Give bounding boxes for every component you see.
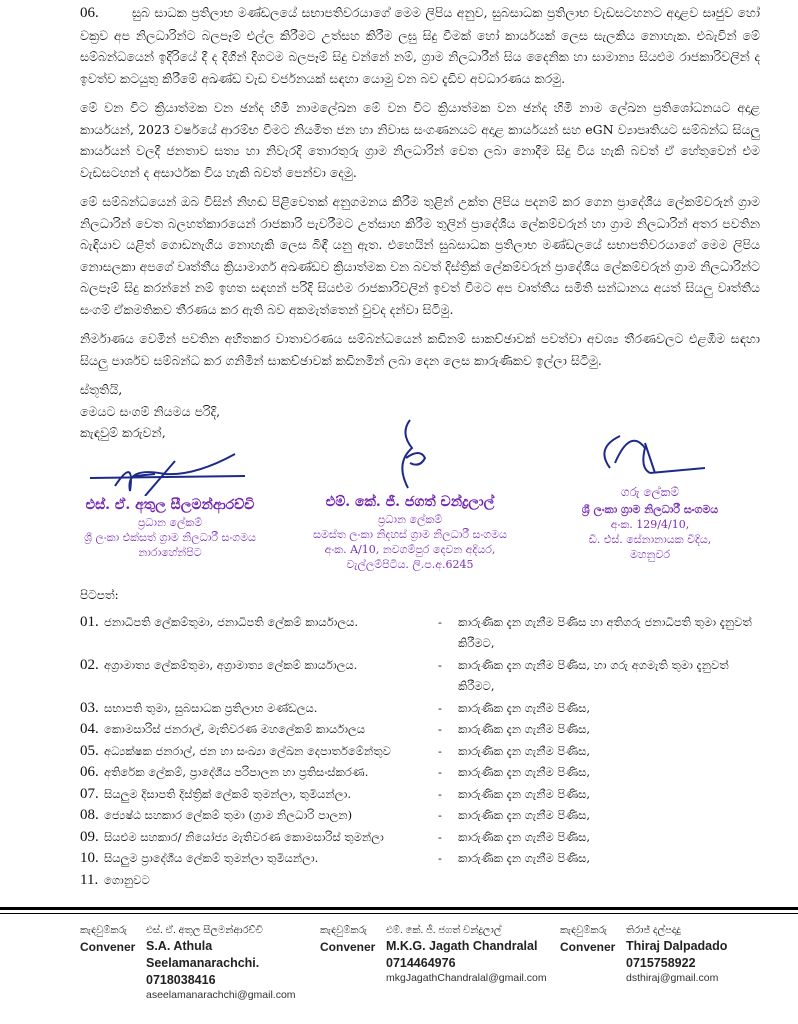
closing-thanks: ස්තූතියි,: [80, 382, 123, 397]
convener-name-si: තිරාජ් දල්පදාදු: [626, 925, 681, 936]
copy-purpose: කාරුණික දැන ගැනීම පිණිස,: [458, 808, 591, 822]
copy-recipient-row: [80, 784, 760, 806]
copy-recipient: ජනාධිපති ලේකම්තුමා, ජනාධිපති ලේකම් කාර්යාලය.: [104, 614, 359, 629]
copy-number: 09.: [80, 828, 99, 845]
copy-purpose: කාරුණික දැන ගැනීම පිණිස,: [458, 743, 591, 758]
signature-image: [85, 446, 255, 496]
footer-rule: [0, 907, 798, 910]
signatory-address: මහනුවර: [629, 547, 671, 561]
copy-purpose: කාරුණික දැන ගැනීම පිණිස,: [458, 700, 591, 715]
signatories: [60, 446, 760, 572]
signatory-address: අංක. A/10, නවගම්පුර දෙවන අදියර,: [324, 542, 496, 556]
copies-list: [80, 612, 760, 892]
paragraph-text: සුබ සාධක ප්‍රතිලාභ මණ්ඩලයේ සභාපතිවරයාගේ මෙම ලිපිය අනුව, සුබසාධක ප්‍රතිලාභ වැඩසටහනට අදාළව සෘජුව හෝ වක්‍රව අප නිලධාරින්ට බලපෑම් එල්ල කිරීමට උත්සහ කිරීම ලඝු සිදු වීමක් හෝ කාර්යයක් ලෙස සැලකිය නොහැක. එබැවින් මේ සම්බන්ධයෙන් ඉදිරියේ දී ද දිගින් දිගටම බලපෑම් සිදු වන්නේ නම්, ග්‍රාම නිලධාරීන් සිය දෛනික හා සාමාන්‍ය සියළුම රාජකාරිවලින් ද ඉවත්ව කටයුතු කිරීමේ අඛණ්ඩ වැඩ වර්ජනයක් සඳහා යොමු වන බව දැඩිව අවධාරණය කරමු.: [80, 5, 760, 86]
signature-image: [590, 428, 710, 483]
signatory-address: නාරාහේන්පිට: [138, 545, 202, 559]
convener-phone: 0718038416: [146, 973, 216, 987]
paragraph-relationship: මේ සම්බන්ධයෙන් ඔබ විසින් නිහඬ පිළිවෙතක් අනුගමනය කිරීම තුළින් උක්ත ලිපිය පදනම් කර ගෙන ප්‍රාදේශීය ලේකම්වරුන් ග්‍රාම නිලධාරින් වෙත බලහත්කාරයෙන් රාජකාරි පැවරීමට උත්සාහ කිරීම තුලින් ප්‍රාදේශීය ලේකම්වරුන් හා ග්‍රාම නිලධාරින් අතර පවතින බැඳියාව යළිත් ගොඩනැගිය නොහැකි ලෙස බිඳී යනු ඇත. එහෙයින් සුබසාධක ප්‍රතිලාභ මණ්ඩලයේ සභාපතිවරයාගේ මෙම ලිපිය නොසලකා අපගේ වෘත්තීය ක්‍රියාමාර්ග අඛණ්ඩව ක්‍රියාත්මක වන බවත් දිස්ත්‍රික් ලේකම්වරුන් ප්‍රාදේශීය ලේකම්වරුන් ග්‍රාම නිලධාරින්ට බලපෑම් සිදු කරන්නේ නම් ඉහත සඳහන් පරිදි සියළුම රාජකාරිවලින් ඉවත් වීමට අප වෘත්තීය සමිති සන්ධානය අයත් සියලු වෘත්තීය සංගම් ඒකමතිකව තීරණය කර ඇති බව අකමැත්තෙන් වුවද දන්වා සිටිමු.: [80, 194, 760, 317]
copy-recipient-row: [80, 719, 760, 741]
copy-recipient-row: [80, 612, 760, 655]
copy-purpose: කාරුණික දැන ගැනීම පිණිස,: [458, 722, 591, 736]
copy-recipient-row: [80, 805, 760, 827]
copy-recipient: සියළුම සහකාර/ නියෝජ්‍ය මැතිවරණ කොමසාරිස් තුමන්ලා: [104, 829, 384, 844]
copy-recipient: සභාපති තුමා, සුබසාධක ප්‍රතිලාභ මණ්ඩලය.: [104, 700, 318, 715]
copy-number: 01.: [80, 613, 99, 630]
copy-recipient: අග්‍රාමාත්‍ය ලේකම්තුමා, අග්‍රාමාත්‍ය ලේකම් කාර්යාලය.: [104, 657, 358, 672]
copy-purpose: කාරුණික දැන ගැනීම පිණිස,: [458, 765, 591, 779]
convener-label-si: කැඳවුම්කරු: [320, 925, 367, 936]
paragraph-electoral: මේ වන විට ක්‍රියාත්මක වන ඡන්ද හිමි නාමලේඛන මේ වන විට ක්‍රියාත්මක වන ඡන්ද හිමි නාම ලේඛන ප්‍රතිශෝධනයට අදාළ කාර්යයන්, 2023 වර්ෂයේ ආරම්භ වීමට නියමිත ජන හා නිවාස සංගණනයට අදාළ කාර්යයන් සහ eGN ව්‍යාපෘතියට සම්බන්ධ සියලු කාර්යයන් වලදී ජනතාව සත්‍ය හා නිවැරදි තොරතුරු ග්‍රාම නිලධාරින් වෙත ලබා නොදීම සිදු විය හැකි බවත් ඒ හේතුවෙන් එම වැඩසටහන් ද අසාර්ථක විය හැකි බවත් පෙන්වා දෙමු.: [80, 100, 760, 180]
copy-recipient: සියලුම දිසාපති දිස්ත්‍රික් ලේකම් තුමන්ලා, තුමියන්ලා.: [104, 786, 351, 801]
signatory-org: ශ්‍රී ලංකා එක්සත් ග්‍රාම නිලධාරී සංගමය: [84, 530, 256, 544]
copy-dash: -: [438, 722, 442, 736]
convener-email[interactable]: mkgJagathChandralal@gmail.com: [386, 972, 547, 984]
footer-convener-3: [560, 924, 790, 1001]
convener-name: S.A. Athula Seelamanarachchi.: [146, 939, 260, 970]
copy-number: 05.: [80, 742, 99, 759]
convener-phone: 0715758922: [626, 956, 696, 970]
convener-label: Convener: [560, 940, 616, 954]
copy-purpose: කාරුණික දැන ගැනීම පිණිස,: [458, 829, 591, 844]
copy-number: 04.: [80, 721, 99, 737]
copy-purpose: කාරුණික දැන ගැනීම පිණිස,: [458, 851, 591, 865]
copy-dash: -: [438, 614, 442, 629]
copy-recipient-row: [80, 655, 760, 698]
copy-number: 03.: [80, 699, 99, 716]
convener-name-si: එස්. ඒ. අතුල සීලමන්ආරච්චි: [146, 925, 263, 936]
copy-recipient: අතිරේක ලේකම්, ප්‍රාදේශීය පරිපාලන හා ප්‍රතිසංස්කරණ.: [104, 765, 369, 779]
copy-number: 11.: [80, 871, 99, 888]
convener-name: Thiraj Dalpadado: [626, 939, 728, 953]
copy-number: 10.: [80, 850, 99, 866]
copy-purpose: [458, 870, 760, 892]
signatory-org: ශ්‍රී ලංකා ග්‍රාම නිලධාරී සංගමය: [581, 502, 719, 516]
closing-conveners: කැඳවුම් කරුවන්,: [80, 425, 166, 440]
copy-recipient: ගොනුවට: [104, 872, 150, 887]
paragraph-number: 06.: [80, 5, 99, 21]
copy-recipient: කොමසාරිස් ජනරාල්, මැතිවරණ මහලේකම් කාර්යාලය: [104, 722, 366, 736]
copy-dash: -: [438, 657, 442, 672]
copy-dash: -: [438, 851, 442, 865]
copy-recipient-row: [80, 762, 760, 784]
signatory-name: එම්. කේ. ජී. ජගත් චන්ද්‍රලාල්: [325, 493, 495, 510]
copy-dash: -: [438, 829, 442, 844]
paragraph-request: නිර්මාණය වෙමින් පවතින අහිතකර වාතාවරණය සම්බන්ධයෙන් කඩිනම් සාකච්ඡාවක් පවත්වා අවශ්‍ය තීරණවලට එළඹීම සඳහා සියලු පාර්ශව සම්බන්ධ කර ගනිමින් සාකච්ඡාවක් කඩිනමින් ලබා දෙන ලෙස කාරුණිකව ඉල්ලා සිටිමු.: [80, 331, 760, 368]
signatory-title: ප්‍රධාන ලේකම්: [377, 512, 443, 526]
signatory-3: [540, 428, 760, 562]
convener-name-si: එම්. කේ. ජී. ජගත් චන්ද්‍රලාල්: [386, 925, 502, 936]
footer-rules: [0, 907, 798, 914]
convener-email[interactable]: dsthiraj@gmail.com: [626, 972, 719, 984]
signatory-title: ප්‍රධාන ලේකම්: [137, 515, 203, 529]
copy-dash: -: [438, 808, 442, 822]
copy-recipient: අධ්‍යක්ෂක ජනරාල්, ජන හා සංඛ්‍යා ලේඛන දෙපාර්තමේන්තුව: [104, 743, 391, 758]
copy-dash: -: [438, 786, 442, 801]
convener-label: Convener: [320, 940, 376, 954]
copies-label: පිටපත්:: [80, 587, 119, 602]
convener-email[interactable]: aseelamanarachchi@gmail.com: [146, 989, 296, 1001]
copy-recipient-row: [80, 848, 760, 870]
paragraph-06: [80, 2, 760, 89]
footer-convener-1: [80, 924, 310, 1001]
copy-number: 06.: [80, 764, 99, 780]
convener-label-si: කැඳවුම්කරු: [80, 925, 127, 936]
copy-recipient: ජ්‍යෙෂ්ඨ සහකාර ලේකම් තුමා (ග්‍රාම නිලධාරි පාලන): [104, 808, 353, 822]
copy-dash: [422, 870, 458, 892]
signatory-1: [60, 446, 280, 560]
copy-purpose: කාරුණික දැන ගැනීම පිණිස හා අතිගරු ජනාධිපති තුමා දැනුවත් කිරීමට,: [458, 614, 752, 650]
convener-phone: 0714464976: [386, 956, 456, 970]
signatory-address: වැල්ලම්පිටිය. ලි.ප.අ.6245: [346, 557, 474, 571]
signatory-2: [300, 418, 520, 572]
footer: [0, 914, 798, 1007]
copy-dash: -: [438, 765, 442, 779]
copy-dash: -: [438, 743, 442, 758]
signatory-address: ඩී. එස්. සේනානායක වීදිය,: [588, 532, 712, 546]
convener-label: Convener: [80, 940, 136, 954]
copy-purpose: කාරුණික දැන ගැනීම පිණිස, හා ගරු අගමැති තුමා දැනුවත් කිරීමට,: [458, 657, 729, 693]
closing-line: මෙයට සංගම් නියමය පරිදි,: [80, 403, 221, 419]
copy-recipient: සියලුම ප්‍රාදේශීය ලේකම් තුමන්ලා තුමියන්ලා.: [104, 851, 319, 865]
copy-recipient-row: [80, 827, 760, 849]
copy-recipient-row: [80, 698, 760, 720]
signatory-org: සමස්ත ලංකා නිදහස් ග්‍රාම නිලධාරී සංගමය: [313, 527, 507, 541]
copy-purpose: කාරුණික දැන ගැනීම පිණිස,: [458, 786, 591, 801]
copy-number: 02.: [80, 656, 99, 673]
signatory-title: ගරු ලේකම්: [620, 484, 680, 499]
copy-number: 07.: [80, 785, 99, 802]
signatory-address: අංක. 129/4/10,: [610, 517, 690, 531]
convener-name: M.K.G. Jagath Chandralal: [386, 939, 538, 953]
copy-dash: -: [438, 700, 442, 715]
copy-recipient-row: [80, 741, 760, 763]
signatory-name: එස්. ඒ. අතුල සීලමන්ආරච්චි: [85, 496, 255, 513]
copy-recipient-row: [80, 870, 760, 892]
signature-image: [380, 418, 440, 493]
convener-label-si: කැඳවුම්කරු: [560, 925, 607, 936]
footer-convener-2: [320, 924, 550, 1001]
copy-number: 08.: [80, 807, 99, 823]
